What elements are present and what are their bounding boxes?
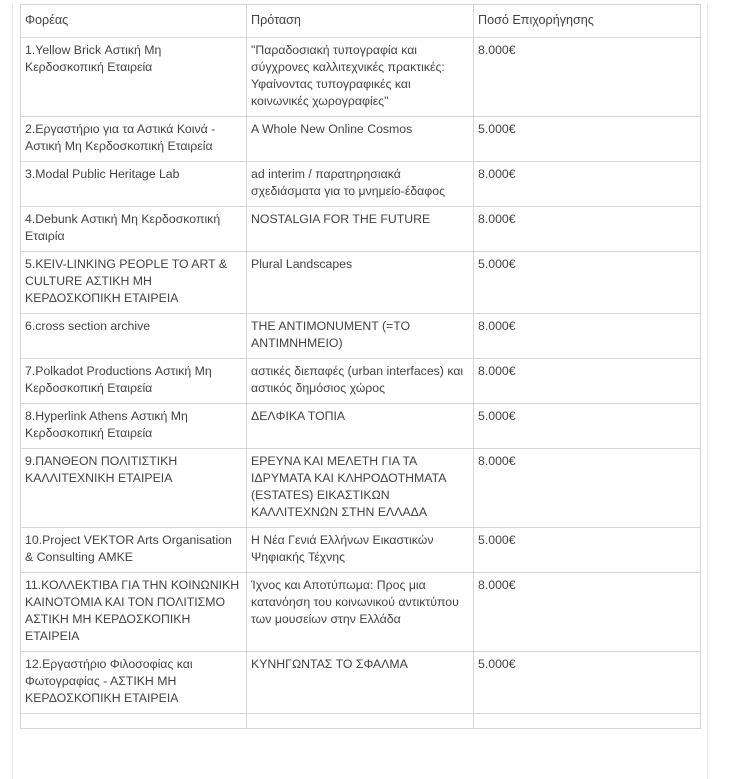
cell-proposal: Plural Landscapes: [247, 252, 474, 314]
cell-amount: 8.000€: [474, 38, 701, 117]
table-row: [21, 359, 701, 404]
header-proposal: Πρόταση: [247, 5, 474, 38]
cell-organization: 12.Εργαστήριο Φιλοσοφίας και Φωτογραφίας - ΑΣΤΙΚΗ ΜΗ ΚΕΡΔΟΣΚΟΠΙΚΗ ΕΤΑΙΡΕΙΑ: [21, 652, 247, 714]
table-row: [21, 528, 701, 573]
header-grant-amount: Ποσό Επιχορήγησης: [474, 5, 701, 38]
table-body: [21, 38, 701, 729]
table-row: [21, 117, 701, 162]
table-row: [21, 207, 701, 252]
cell-amount: 8.000€: [474, 359, 701, 404]
cell-organization: 3.Modal Public Heritage Lab: [21, 162, 247, 207]
table-row: [21, 252, 701, 314]
grants-table: [20, 4, 701, 729]
table-row-partial: [21, 714, 701, 729]
cell-proposal: ΔΕΛΦΙΚΑ ΤΟΠΙΑ: [247, 404, 474, 449]
cell-amount: 5.000€: [474, 528, 701, 573]
table-row: [21, 573, 701, 652]
cell-organization: 4.Debunk Αστική Μη Κερδοσκοπική Εταιρία: [21, 207, 247, 252]
cell-proposal: Ίχνος και Αποτύπωμα: Προς μια κατανόηση του κοινωνικού αντικτύπου των μουσείων στην Ελλάδα: [247, 573, 474, 652]
table-row: [21, 652, 701, 714]
cell-proposal: Η Νέα Γενιά Ελλήνων Εικαστικών Ψηφιακής Τέχνης: [247, 528, 474, 573]
table-header-row: [21, 5, 701, 38]
content-frame: [12, 4, 708, 779]
cell-proposal: ad interim / παρατηρησιακά σχεδιάσματα για το μνημείο-έδαφος: [247, 162, 474, 207]
table-row: [21, 449, 701, 528]
cell-organization: 11.ΚΟΛΛΕΚΤΙΒΑ ΓΙΑ ΤΗΝ ΚΟΙΝΩΝΙΚΗ ΚΑΙΝΟΤΟΜΙΑ ΚΑΙ ΤΟΝ ΠΟΛΙΤΙΣΜΟ ΑΣΤΙΚΗ ΜΗ ΚΕΡΔΟΣΚΟΠΙΚΗ ΕΤΑΙΡΕΙΑ: [21, 573, 247, 652]
cell-amount: 5.000€: [474, 252, 701, 314]
cell-organization: 7.Polkadot Productions Αστική Μη Κερδοσκοπική Εταιρεία: [21, 359, 247, 404]
cell-organization: 6.cross section archive: [21, 314, 247, 359]
cell-organization: 9.ΠΑΝΘΕΟΝ ΠΟΛΙΤΙΣΤΙΚΗ ΚΑΛΛΙΤΕΧΝΙΚΗ ΕΤΑΙΡΕΙΑ: [21, 449, 247, 528]
cell-amount: 8.000€: [474, 207, 701, 252]
table-row: [21, 38, 701, 117]
cell-proposal: αστικές διεπαφές (urban interfaces) και αστικός δημόσιος χώρος: [247, 359, 474, 404]
cell-amount: 5.000€: [474, 404, 701, 449]
cell-proposal: THE ANTIMONUMENT (=ΤΟ ΑΝΤΙΜΝΗΜΕΙΟ): [247, 314, 474, 359]
cell-proposal: A Whole New Online Cosmos: [247, 117, 474, 162]
cell-amount: 8.000€: [474, 314, 701, 359]
page-right-gutter: [722, 0, 734, 779]
table-row: [21, 162, 701, 207]
cell-organization: 2.Εργαστήριο για τα Αστικά Κοινά - Αστική Μη Κερδοσκοπική Εταιρεία: [21, 117, 247, 162]
cell-proposal: ΕΡΕΥΝΑ ΚΑΙ ΜΕΛΕΤΗ ΓΙΑ ΤΑ ΙΔΡΥΜΑΤΑ ΚΑΙ ΚΛΗΡΟΔΟΤΗΜΑΤΑ (ESTATES) ΕΙΚΑΣΤΙΚΩΝ ΚΑΛΛΙΤΕΧΝΩΝ ΣΤΗΝ ΕΛΛΑΔΑ: [247, 449, 474, 528]
cell-amount: 8.000€: [474, 162, 701, 207]
table-row: [21, 404, 701, 449]
table-row: [21, 314, 701, 359]
cell-organization: 5.KEIV-LINKING PEOPLE TO ART & CULTURE ΑΣΤΙΚΗ ΜΗ ΚΕΡΔΟΣΚΟΠΙΚΗ ΕΤΑΙΡΕΙΑ: [21, 252, 247, 314]
cell-proposal: NOSTALGIA FOR THE FUTURE: [247, 207, 474, 252]
cell-proposal: "Παραδοσιακή τυπογραφία και σύγχρονες καλλιτεχνικές πρακτικές: Υφαίνοντας τυπογραφικές και κοινωνικές χωρογραφίες": [247, 38, 474, 117]
cell-organization: 10.Project VEKTOR Arts Organisation & Consulting ΑΜΚΕ: [21, 528, 247, 573]
cell-empty: [21, 714, 247, 729]
cell-amount: 5.000€: [474, 117, 701, 162]
cell-empty: [247, 714, 474, 729]
cell-organization: 8.Hyperlink Athens Αστική Μη Κερδοσκοπική Εταιρεία: [21, 404, 247, 449]
header-organization: Φορέας: [21, 5, 247, 38]
cell-amount: 8.000€: [474, 449, 701, 528]
cell-amount: 8.000€: [474, 573, 701, 652]
cell-organization: 1.Yellow Brick Αστική Μη Κερδοσκοπική Εταιρεία: [21, 38, 247, 117]
cell-amount: 5.000€: [474, 652, 701, 714]
cell-proposal: ΚΥΝΗΓΩΝΤΑΣ ΤΟ ΣΦΑΛΜΑ: [247, 652, 474, 714]
cell-empty: [474, 714, 701, 729]
